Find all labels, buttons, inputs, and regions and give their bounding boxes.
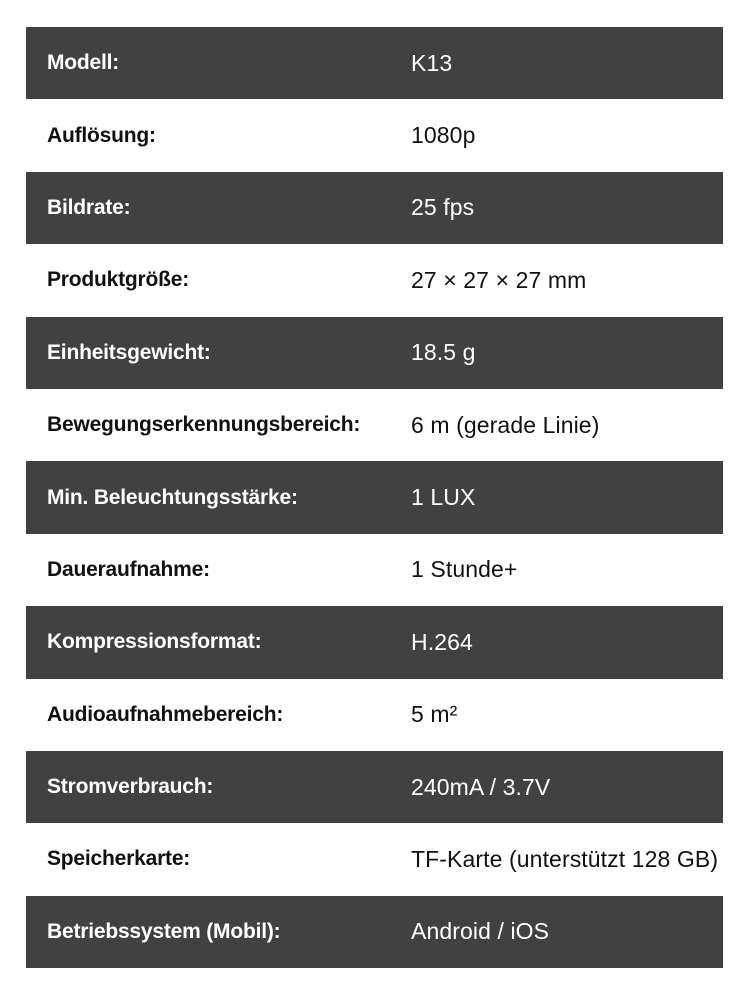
spec-row-frame-rate [26, 172, 723, 244]
spec-row-audio-recording-range [26, 679, 723, 751]
spec-value: 1 LUX [411, 484, 476, 511]
spec-value: Android / iOS [411, 918, 550, 945]
spec-value: H.264 [411, 628, 473, 655]
spec-label: Kompressionsformat: [47, 630, 262, 654]
spec-label: Einheitsgewicht: [47, 340, 211, 364]
spec-label: Stromverbrauch: [47, 775, 214, 799]
spec-label: Min. Beleuchtungsstärke: [47, 485, 298, 509]
spec-label: Bildrate: [47, 195, 131, 219]
spec-label: Speicherkarte: [47, 847, 191, 871]
spec-value: 1080p [411, 122, 476, 149]
spec-row-continuous-recording [26, 534, 723, 606]
spec-value: 5 m² [411, 701, 458, 728]
spec-label: Betriebssystem (Mobil): [47, 919, 281, 943]
spec-value: 1 Stunde+ [411, 556, 518, 583]
spec-value: 240mA / 3.7V [411, 773, 551, 800]
spec-row-memory-card [26, 823, 723, 895]
spec-row-motion-detection-range [26, 389, 723, 461]
spec-table [26, 27, 723, 968]
spec-row-resolution [26, 99, 723, 171]
spec-row-product-size [26, 244, 723, 316]
spec-value: 6 m (gerade Linie) [411, 411, 600, 438]
spec-row-model [26, 27, 723, 99]
spec-value: TF-Karte (unterstützt 128 GB) [411, 845, 719, 872]
spec-label: Audioaufnahmebereich: [47, 702, 284, 726]
spec-value: 18.5 g [411, 339, 476, 366]
spec-label: Modell: [47, 51, 120, 75]
spec-row-power-consumption [26, 751, 723, 823]
spec-row-unit-weight [26, 317, 723, 389]
spec-value: 27 × 27 × 27 mm [411, 266, 587, 293]
spec-label: Auflösung: [47, 123, 156, 147]
spec-row-min-illumination [26, 461, 723, 533]
spec-label: Bewegungserkennungsbereich: [47, 413, 361, 437]
spec-label: Daueraufnahme: [47, 557, 210, 581]
spec-row-compression-format [26, 606, 723, 678]
spec-value: 25 fps [411, 194, 475, 221]
spec-label: Produktgröße: [47, 268, 190, 292]
spec-value: K13 [411, 49, 453, 76]
spec-row-operating-system [26, 896, 723, 968]
